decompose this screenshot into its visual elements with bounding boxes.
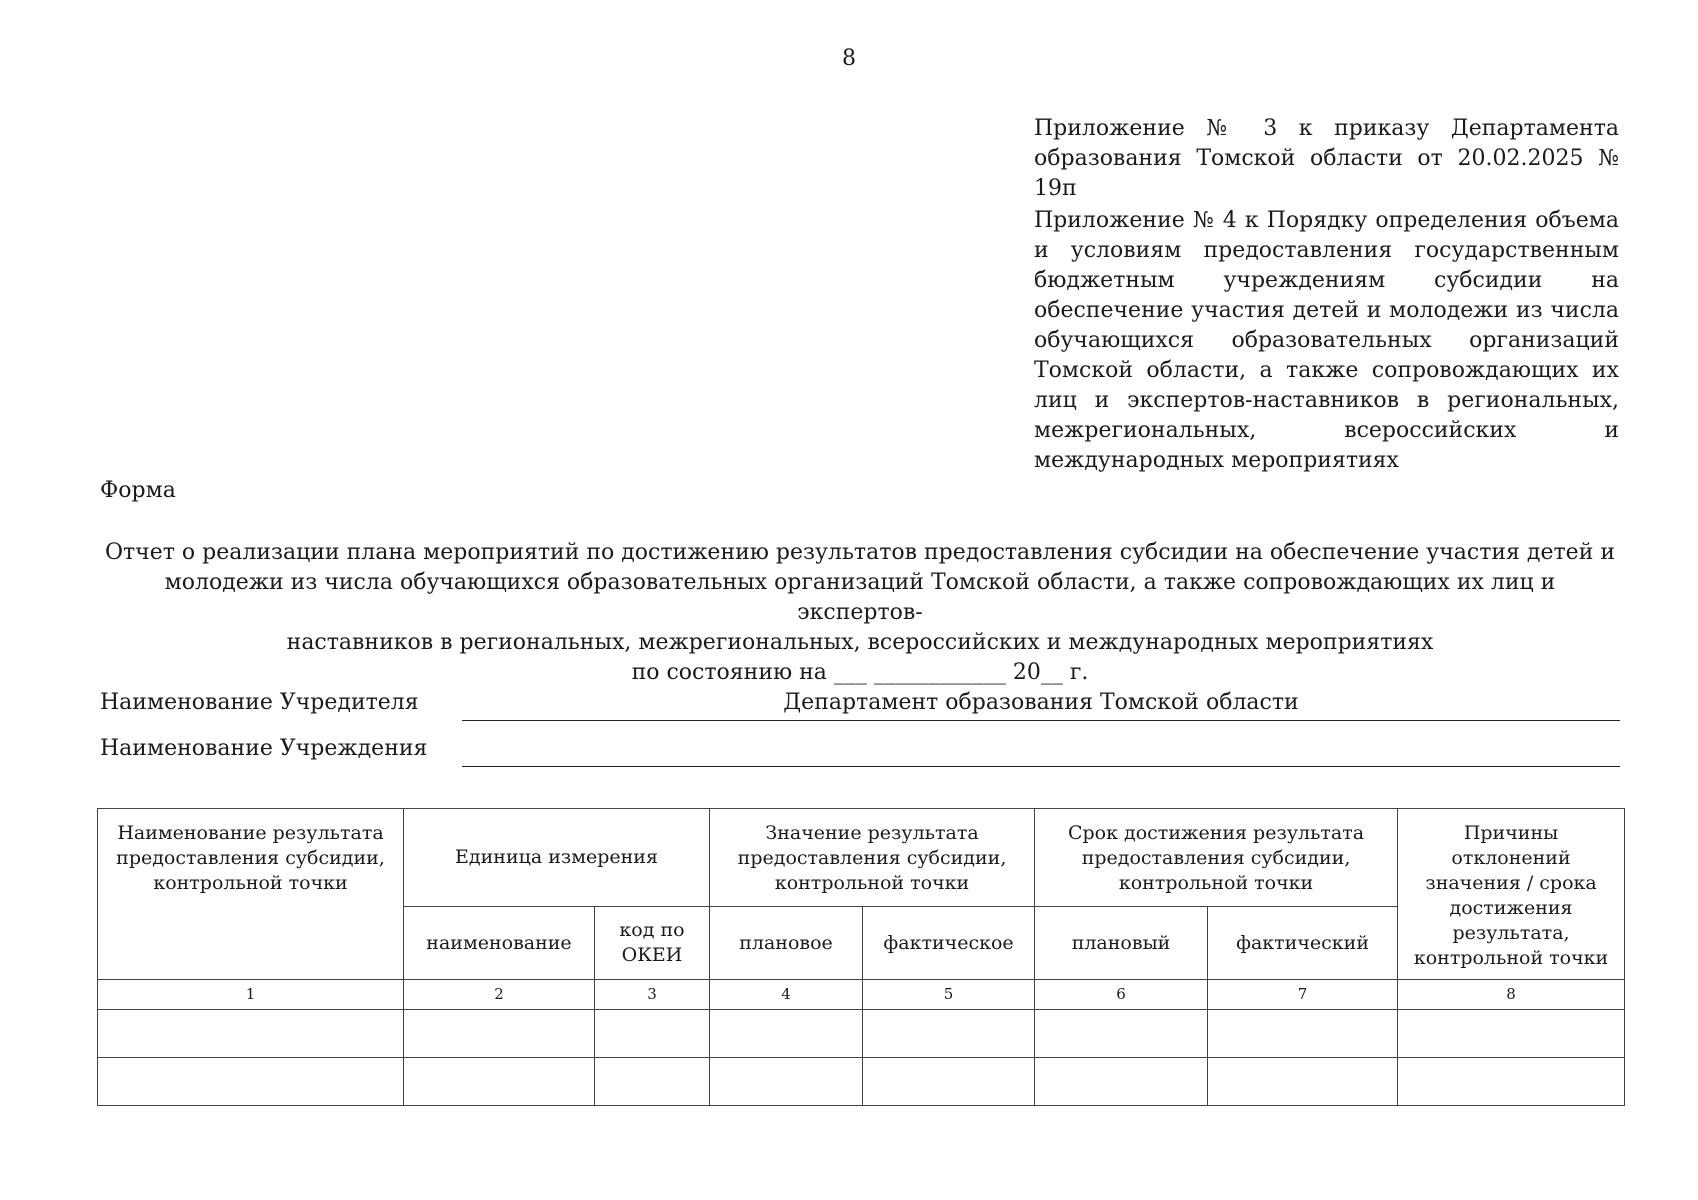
form-label: Форма [100,478,176,503]
header-unit: Единица измерения [404,809,710,907]
report-title [100,538,1620,688]
column-number: 8 [1398,980,1625,1010]
founder-field [100,688,1620,722]
header-term-fact: фактический [1208,907,1398,980]
table-cell [710,1010,863,1058]
header-result-name: Наименование результата предоставления субсидии, контрольной точки [98,809,404,980]
table-cell [404,1010,595,1058]
report-title-line-1: Отчет о реализации плана мероприятий по достижению результатов предоставления субсидии на обеспечение участия детей и [104,540,1616,565]
table-row [98,1010,1625,1058]
table-cell [1035,1058,1208,1106]
table-cell [1208,1010,1398,1058]
header-term-plan: плановый [1035,907,1208,980]
table-cell [98,1058,404,1106]
table-cell [863,1058,1035,1106]
column-number: 7 [1208,980,1398,1010]
report-table [97,808,1625,1106]
page-number: 8 [842,46,856,71]
header-value: Значение результата предоставления субсидии, контрольной точки [710,809,1035,907]
column-number-row [98,980,1625,1010]
table-cell [1398,1010,1625,1058]
column-number: 5 [863,980,1035,1010]
appendix-3-text: Приложение № 3 к приказу Департамента образования Томской области от 20.02.2025 № 19п [1034,116,1619,201]
table-cell [595,1010,710,1058]
table-cell [1035,1010,1208,1058]
report-title-line-3: наставников в региональных, межрегиональных, всероссийских и международных мероприятиях [286,630,1434,655]
table-cell [710,1058,863,1106]
table-cell [863,1010,1035,1058]
report-title-line-2: молодежи из числа обучающихся образовательных организаций Томской области, а также сопровождающих их лиц и экспертов- [164,570,1556,625]
report-date-line: по состоянию на ___ ____________ 20__ г. [631,660,1089,685]
column-number: 4 [710,980,863,1010]
column-number: 2 [404,980,595,1010]
table-cell [1208,1058,1398,1106]
table-cell [404,1058,595,1106]
founder-label: Наименование Учредителя [100,690,419,715]
header-unit-name: наименование [404,907,595,980]
table-cell [98,1010,404,1058]
table-row [98,1058,1625,1106]
header-term: Срок достижения результата предоставления субсидии, контрольной точки [1035,809,1398,907]
appendix-4-text: Приложение № 4 к Порядку определения объема и условиям предоставления государственным бюджетным учреждениям субсидии на обеспечение участия детей и молодежи из числа обучающихся образовательных организаций Томской области, а также сопровождающих их лиц и экспертов-наставников в региональных, межрегиональных, всероссийских и международных мероприятиях [1034,208,1619,473]
header-reasons: Причины отклонений значения / срока достижения результата, контрольной точки [1398,809,1625,980]
column-number: 6 [1035,980,1208,1010]
table-cell [1398,1058,1625,1106]
founder-value: Департамент образования Томской области [462,690,1620,721]
institution-field [100,734,1620,768]
header-unit-code: код по ОКЕИ [595,907,710,980]
header-value-fact: фактическое [863,907,1035,980]
institution-label: Наименование Учреждения [100,736,428,761]
table-cell [595,1058,710,1106]
column-number: 1 [98,980,404,1010]
column-number: 3 [595,980,710,1010]
appendix-4-note [1034,206,1619,476]
header-value-plan: плановое [710,907,863,980]
institution-value [462,736,1620,767]
appendix-3-note [1034,114,1619,204]
